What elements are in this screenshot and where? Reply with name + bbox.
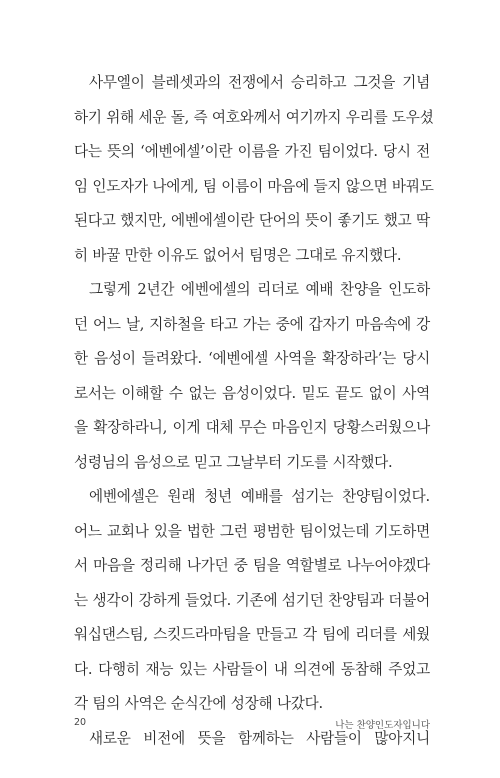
text-line: 다는 뜻의 ‘에벤에셀’이란 이름을 가진 팀이었다. 당시 전 bbox=[74, 143, 430, 160]
body-text bbox=[74, 66, 434, 756]
running-title: 나는 찬양인도자입니다 bbox=[335, 720, 430, 731]
text-line: 한 음성이 들려왔다. ‘에벤에셀 사역을 확장하라’는 당시 bbox=[74, 350, 430, 367]
text-line: 그렇게 2년간 에벤에셀의 리더로 예배 찬양을 인도하 bbox=[89, 281, 430, 298]
text-line: 에벤에셀은 원래 청년 예배를 섬기는 찬양팀이었다. bbox=[89, 488, 430, 505]
text-line: 서 마음을 정리해 나가던 중 팀을 역할별로 나누어야겠다 bbox=[74, 557, 430, 574]
text-line: 워십댄스팀, 스킷드라마팀을 만들고 각 팀에 리더를 세웠 bbox=[74, 626, 430, 643]
text-line: 는 생각이 강하게 들었다. 기존에 섬기던 찬양팀과 더불어 bbox=[74, 591, 430, 609]
text-line: 던 어느 날, 지하철을 타고 가는 중에 갑자기 마음속에 강 bbox=[74, 315, 430, 333]
text-line: 어느 교회나 있을 법한 그런 평범한 팀이었는데 기도하면 bbox=[74, 522, 430, 540]
text-line: 된다고 했지만, 에벤에셀이란 단어의 뜻이 좋기도 했고 딱 bbox=[74, 212, 430, 229]
page-footer bbox=[74, 717, 430, 735]
text-line: 새로운 비전에 뜻을 함께하는 사람들이 많아지니 bbox=[89, 729, 430, 747]
text-line: 히 바꿀 만한 이유도 없어서 팀명은 그대로 유지했다. bbox=[74, 246, 402, 264]
text-line: 다. 다행히 재능 있는 사람들이 내 의견에 동참해 주었고 bbox=[74, 660, 430, 678]
page-number: 20 bbox=[74, 717, 87, 728]
text-line: 임 인도자가 나에게, 팀 이름이 마음에 들지 않으면 바꿔도 bbox=[74, 177, 434, 195]
text-line: 로서는 이해할 수 없는 음성이었다. 밑도 끝도 없이 사역 bbox=[74, 384, 430, 402]
text-line: 각 팀의 사역은 순식간에 성장해 나갔다. bbox=[74, 695, 323, 712]
text-line: 하기 위해 세운 돌, 즉 여호와께서 여기까지 우리를 도우셨 bbox=[74, 108, 434, 126]
text-line: 사무엘이 블레셋과의 전쟁에서 승리하고 그것을 기념 bbox=[89, 74, 430, 91]
text-line: 을 확장하라니, 이게 대체 무슨 마음인지 당황스러웠으나 bbox=[74, 419, 430, 436]
text-line: 성령님의 음성으로 믿고 그날부터 기도를 시작했다. bbox=[74, 453, 393, 471]
